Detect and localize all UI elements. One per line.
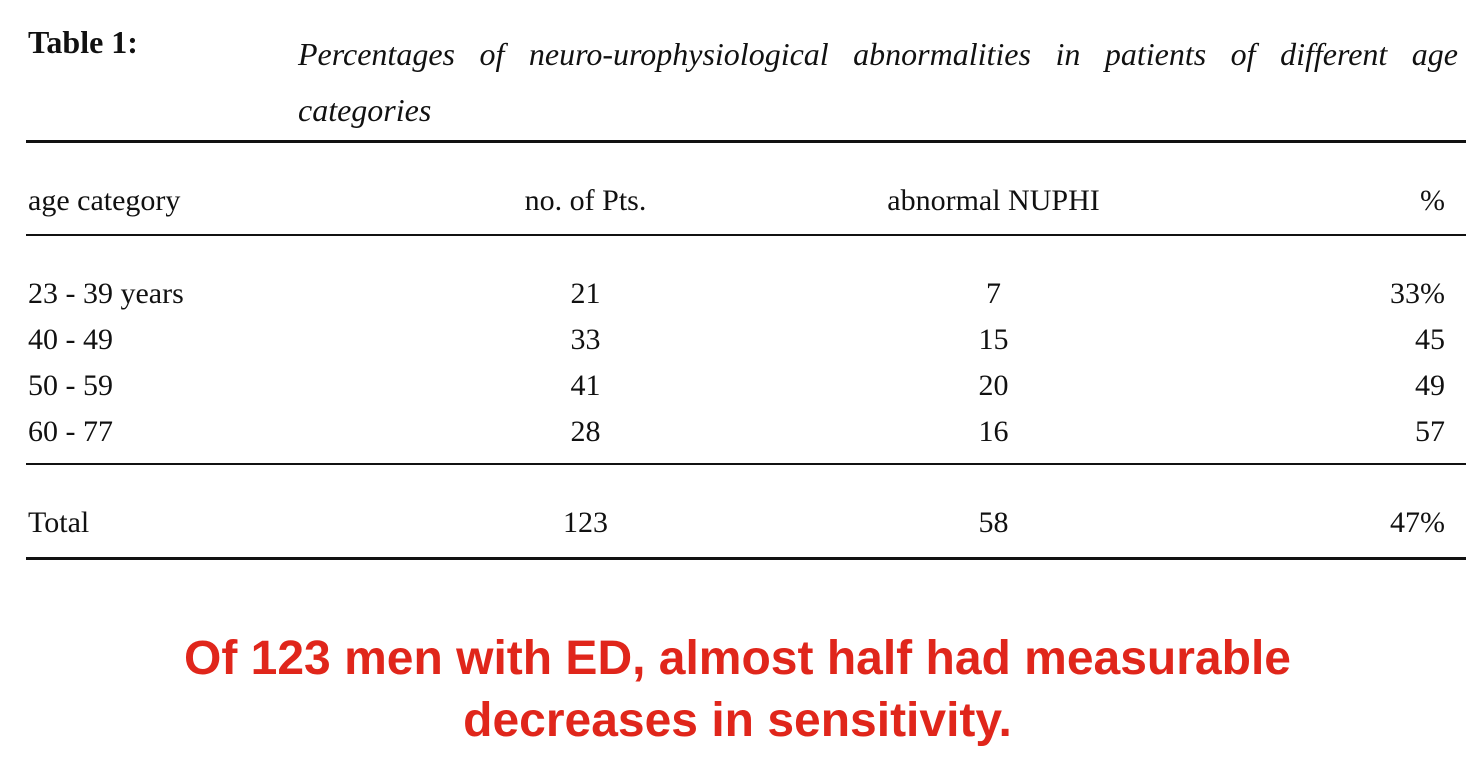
headline [0, 628, 1475, 752]
cell-percent: 33% [1390, 277, 1445, 310]
cell-abnormal: 20 [978, 369, 1009, 402]
headline-line-2: decreases in sensitivity. [463, 694, 1012, 747]
cell-percent: 57 [1415, 415, 1445, 448]
cell-patients: 41 [570, 369, 601, 402]
column-header-abnormal: abnormal NUPHI [887, 184, 1100, 217]
total-rule [26, 463, 1466, 465]
column-header-patients: no. of Pts. [524, 184, 647, 217]
headline-line-1: Of 123 men with ED, almost half had measurable [184, 632, 1291, 685]
column-header-age: age category [28, 184, 181, 217]
table-row [0, 325, 1475, 371]
cell-age: 40 - 49 [28, 323, 113, 356]
cell-age: 60 - 77 [28, 415, 113, 448]
cell-patients: 28 [570, 415, 601, 448]
table-label: Table 1: [28, 24, 138, 60]
cell-percent: 45 [1415, 323, 1445, 356]
cell-age: 23 - 39 years [28, 277, 184, 310]
bottom-rule [26, 557, 1466, 560]
table-row [0, 371, 1475, 417]
cell-age: 50 - 59 [28, 369, 113, 402]
total-percent: 47% [1390, 506, 1445, 539]
total-abnormal: 58 [978, 506, 1009, 539]
cell-abnormal: 15 [978, 323, 1009, 356]
table-row [0, 417, 1475, 463]
table-row [0, 279, 1475, 325]
table-caption: Percentages of neuro-urophysiological abnormalities in patients of different age categories [298, 36, 1458, 128]
cell-patients: 21 [570, 277, 601, 310]
total-patients: 123 [563, 506, 608, 539]
column-header-percent: % [1420, 184, 1445, 217]
total-label: Total [28, 506, 90, 539]
cell-abnormal: 16 [978, 415, 1009, 448]
top-rule [26, 140, 1466, 143]
cell-patients: 33 [570, 323, 601, 356]
cell-abnormal: 7 [986, 277, 1001, 310]
cell-percent: 49 [1415, 369, 1445, 402]
header-rule [26, 234, 1466, 236]
